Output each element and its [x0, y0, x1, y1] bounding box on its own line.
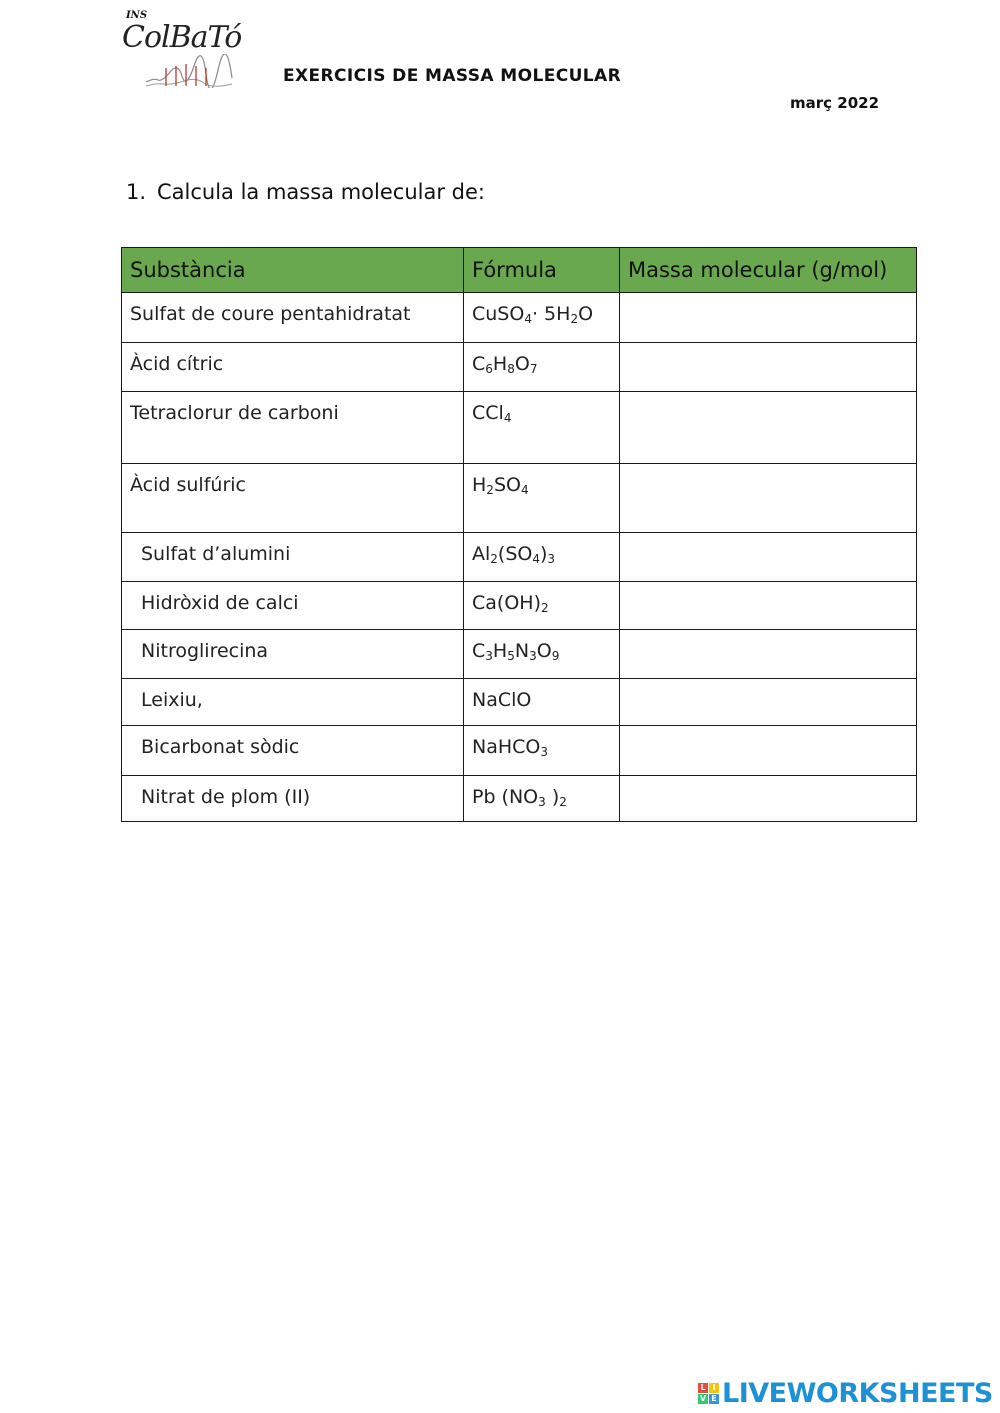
- formula-cell: $Ca(OH)_2$: [464, 582, 620, 630]
- formula-cell: $H_2SO_4$: [464, 464, 620, 533]
- substance-cell: Leixiu,: [122, 679, 464, 726]
- table-row: [122, 726, 917, 776]
- mass-answer-cell[interactable]: [620, 533, 917, 582]
- logo-prefix: INS: [126, 10, 148, 21]
- mass-answer-cell[interactable]: [620, 726, 917, 776]
- table-row: [122, 343, 917, 392]
- page-title: EXERCICIS DE MASSA MOLECULAR: [283, 66, 622, 86]
- substance-cell: Sulfat de coure pentahidratat: [122, 293, 464, 343]
- table-row: [122, 630, 917, 679]
- substance-cell: Sulfat d’alumini: [122, 533, 464, 582]
- formula-cell: Pb ($NO_3$ )$_2$: [464, 776, 620, 822]
- column-header-formula: Fórmula: [464, 248, 620, 293]
- column-header-mass: Massa molecular (g/mol): [620, 248, 917, 293]
- question-1: [126, 180, 485, 204]
- question-text: Calcula la massa molecular de:: [157, 180, 485, 204]
- mass-answer-cell[interactable]: [620, 343, 917, 392]
- school-logo: [118, 10, 248, 90]
- substance-cell: Tetraclorur de carboni: [122, 392, 464, 464]
- substance-cell: Bicarbonat sòdic: [122, 726, 464, 776]
- substance-cell: Àcid cítric: [122, 343, 464, 392]
- substance-cell: Àcid sulfúric: [122, 464, 464, 533]
- mass-answer-cell[interactable]: [620, 776, 917, 822]
- table-row: [122, 776, 917, 822]
- liveworksheets-brand[interactable]: [698, 1378, 993, 1408]
- formula-cell: NaHCO$_3$: [464, 726, 620, 776]
- formula-cell: CuSO$_4$· $5H_2O$: [464, 293, 620, 343]
- mass-answer-cell[interactable]: [620, 679, 917, 726]
- mass-answer-cell[interactable]: [620, 630, 917, 679]
- brand-text: LIVEWORKSHEETS: [722, 1377, 993, 1409]
- date-label: març 2022: [790, 94, 880, 112]
- table-row: [122, 679, 917, 726]
- mass-answer-cell[interactable]: [620, 464, 917, 533]
- formula-cell: CCl$_4$: [464, 392, 620, 464]
- question-number: 1.: [126, 180, 147, 204]
- table-header-row: [122, 248, 917, 293]
- formula-cell: $C_6H_8O_7$: [464, 343, 620, 392]
- logo-graph-icon: [144, 54, 234, 88]
- table-row: [122, 464, 917, 533]
- table-row: [122, 293, 917, 343]
- logo-name: ColBaTó: [122, 20, 242, 55]
- column-header-substance: Substància: [122, 248, 464, 293]
- mass-answer-cell[interactable]: [620, 293, 917, 343]
- molecular-mass-table: [121, 247, 917, 822]
- formula-cell: $Al_2(SO_4)_3$: [464, 533, 620, 582]
- mass-answer-cell[interactable]: [620, 582, 917, 630]
- table-row: [122, 533, 917, 582]
- formula-cell: $C_3H_5N_3O_9$: [464, 630, 620, 679]
- substance-cell: Hidròxid de calci: [122, 582, 464, 630]
- mass-answer-cell[interactable]: [620, 392, 917, 464]
- liveworksheets-logo-icon: L I V E: [698, 1383, 719, 1404]
- formula-cell: NaClO: [464, 679, 620, 726]
- substance-cell: Nitrat de plom (II): [122, 776, 464, 822]
- substance-cell: Nitroglirecina: [122, 630, 464, 679]
- table-row: [122, 392, 917, 464]
- table-row: [122, 582, 917, 630]
